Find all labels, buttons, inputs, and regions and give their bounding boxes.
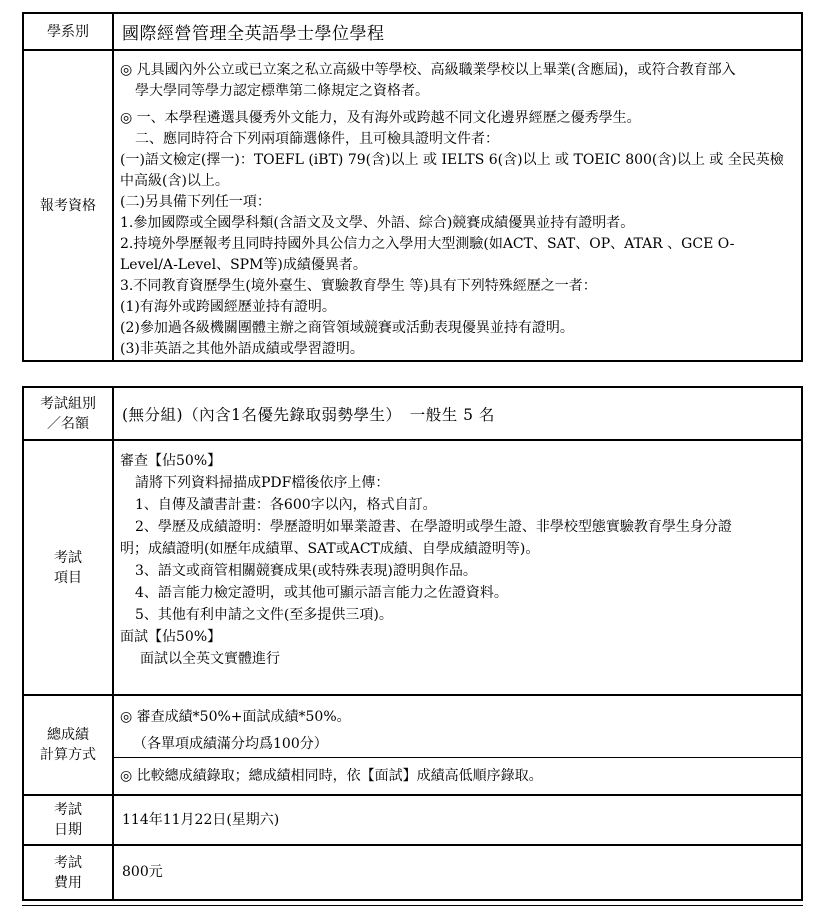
qualification-line: ◎ 凡具國內外公立或已立案之私立高級中等學校、高級職業學校以上畢業(含應屆)，或符合教育部入: [120, 62, 736, 78]
qualification-line: Level/A-Level、SPM等)成績優異者。: [120, 257, 367, 273]
exam-group-label-line1: 考試組別: [40, 395, 96, 412]
tiebreak-rule: ◎ 比較總成績錄取；總成績相同時，依【面試】成績高低順序錄取。: [120, 767, 543, 784]
exam-table: [22, 386, 803, 901]
total-score-label-line2: 計算方式: [40, 747, 96, 763]
exam-items-content: [114, 441, 801, 694]
qualification-label: 報考資格: [40, 197, 96, 214]
qualification-content: [114, 51, 801, 360]
qualification-line: 1.參加國際或全國學科類(含語文及文學、外語、綜合)競賽成績優異並持有證明者。: [120, 215, 635, 231]
qualification-line: 二、應同時符合下列兩項篩選條件，且可檢具證明文件者：: [135, 131, 499, 147]
total-score-label-cell: [24, 696, 114, 794]
qualification-label-cell: [24, 51, 114, 360]
department-name: 國際經營管理全英語學士學位學程: [122, 24, 385, 44]
exam-group-row: [24, 388, 801, 439]
exam-fee-label-line1: 考試: [54, 854, 82, 871]
exam-item-line: 3、語文或商管相關競賽成果(或特殊表現)證明與作品。: [135, 563, 477, 579]
exam-items-label-line1: 考試: [54, 549, 82, 566]
exam-item-line: 5、其他有利申請之文件(至多提供三項)。: [135, 607, 393, 623]
exam-fee-label-line2: 費用: [54, 874, 82, 891]
total-score-row: [24, 694, 801, 794]
exam-item-line: 2、學歷及成績證明：學歷證明如畢業證書、在學證明或學生證、非學校型態實驗教育學生身分證: [135, 519, 732, 535]
exam-group-label-cell: [24, 388, 114, 439]
qualification-line: (3)非英語之其他外語成績或學習證明。: [120, 341, 364, 357]
exam-item-line: 4、語言能力檢定證明，或其他可顯示語言能力之佐證資料。: [135, 585, 508, 601]
department-label: 學系別: [47, 23, 89, 40]
qualification-line: 學大學同等學力認定標準第二條規定之資格者。: [135, 83, 429, 99]
qualification-line: (二)另具備下列任一項：: [120, 194, 271, 210]
department-row: [24, 14, 801, 49]
total-score-label-line1: 總成績: [47, 727, 89, 743]
exam-item-line: 請將下列資料掃描成PDF檔後依序上傳：: [135, 475, 390, 491]
exam-group-value: (無分組)（內含1名優先錄取弱勢學生） 一般生 5 名: [122, 405, 495, 424]
tiebreak-rule-cell: [114, 758, 801, 794]
total-score-formula: ◎ 審查成績*50%+面試成績*50%。: [120, 709, 351, 725]
total-score-content: [114, 696, 801, 794]
qualification-line: 中高級(含)以上。: [120, 173, 229, 189]
exam-item-line: 1、自傳及讀書計畫：各600字以內，格式自訂。: [135, 497, 437, 513]
department-value-cell: [114, 14, 801, 49]
exam-date-label-line2: 日期: [54, 822, 82, 838]
document-body: [22, 12, 803, 906]
exam-fee-label-cell: [24, 846, 114, 899]
exam-items-row: [24, 439, 801, 694]
qualification-line: ◎ 一、本學程遴選具優秀外文能力，及有海外或跨越不同文化邊界經歷之優秀學生。: [120, 110, 641, 126]
exam-group-value-cell: [114, 388, 801, 439]
exam-fee-value-cell: [114, 846, 801, 899]
bottom-rule: [22, 905, 803, 906]
exam-item-line: 面試以全英文實體進行: [140, 651, 280, 667]
exam-date-label-cell: [24, 796, 114, 844]
qualification-line: (2)參加過各級機關團體主辦之商管領域競賽或活動表現優異並持有證明。: [120, 320, 574, 336]
qualification-row: [24, 49, 801, 360]
department-label-cell: [24, 14, 114, 49]
exam-fee-value: 800元: [122, 864, 163, 880]
exam-date-row: [24, 794, 801, 844]
qualification-line: (一)語文檢定(擇一)：TOEFL (iBT) 79(含)以上 或 IELTS 6(含)以上 或 TOEIC 800(含)以上 或 全民英檢: [120, 152, 784, 168]
department-table: [22, 12, 803, 362]
exam-item-line: 明；成績證明(如歷年成績單、SAT或ACT成績、自學成績證明等)。: [120, 541, 540, 557]
exam-date-value-cell: [114, 796, 801, 844]
exam-fee-row: [24, 844, 801, 899]
exam-items-label-cell: [24, 441, 114, 694]
exam-item-line: 面試【佔50%】: [120, 629, 222, 645]
total-score-note: （各單項成績滿分均爲100分）: [133, 736, 328, 752]
exam-group-label-line2: ／名額: [47, 415, 89, 432]
total-score-formula-cell: [114, 696, 801, 758]
exam-item-line: 審查【佔50%】: [120, 453, 222, 469]
exam-date-label-line1: 考試: [54, 802, 82, 818]
qualification-line: 3.不同教育資歷學生(境外臺生、實驗教育學生 等)具有下列特殊經歷之一者：: [120, 278, 597, 294]
qualification-line: 2.持境外學歷報考且同時持國外具公信力之入學用大型測驗(如ACT、SAT、OP、ATAR 、GCE O-: [120, 236, 735, 252]
qualification-line: (1)有海外或跨國經歷並持有證明。: [120, 299, 336, 315]
exam-items-label-line2: 項目: [54, 569, 82, 586]
exam-date-value: 114年11月22日(星期六): [122, 811, 280, 828]
